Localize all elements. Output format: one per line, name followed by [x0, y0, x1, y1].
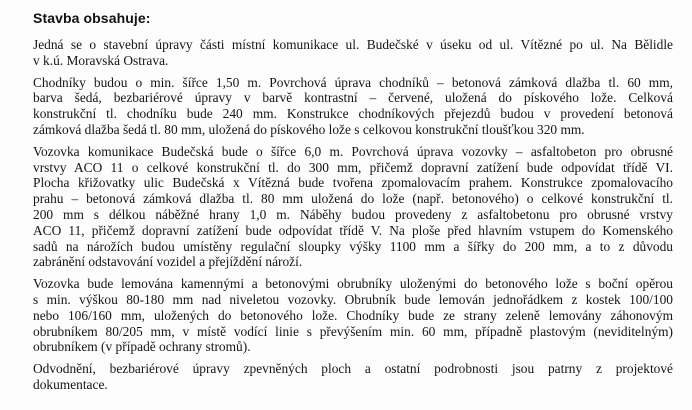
section-heading: Stavba obsahuje: — [33, 10, 151, 26]
text-line: vrstvy ACO 11 o celkové konstrukční tl. do 300 mm, přičemž dopravní zatížení bude odpovídat třídě VI. — [33, 159, 673, 175]
text-line: zámková dlažba šedá tl. 80 mm, uložená do pískového lože s celkovou konstrukční tloušťkou 320 mm. — [33, 121, 585, 137]
paragraph-drainage — [33, 361, 673, 393]
text-line: obrubníkem 80/205 mm, v místě vodící linie s převýšením min. 60 mm, případně plastovým (neviditelným) — [33, 323, 673, 339]
text-line: Jedná se o stavební úpravy části místní komunikace ul. Budečské v úseku od ul. Vítězné po ul. Na Bělidle — [33, 37, 673, 52]
text-line: obrubníkem (v případě ochrany stromů). — [33, 339, 251, 355]
text-line: 200 mm s délkou náběžné hrany 1,0 m. Náběhy budou provedeny z asfaltobetonu pro obrusné vrstvy — [33, 206, 673, 222]
document-body — [33, 37, 673, 399]
text-line: Chodníky budou o min. šířce 1,50 m. Povrchová úprava chodníků – betonová zámková dlažba tl. 60 mm, — [33, 74, 673, 90]
text-line: Vozovka bude lemována kamennými a betonovými obrubníky uloženými do betonového lože s boční opěrou — [33, 276, 673, 292]
text-line: barva šedá, bezbariérové úpravy v barvě kontrastní – červené, uložená do pískového lože. Celková — [33, 90, 673, 106]
text-line: konstrukční tl. chodníku bude 240 mm. Konstrukce chodníkových přejezdů budou v provedení betonová — [33, 106, 673, 122]
paragraph-roadway — [33, 144, 673, 270]
text-line: Plocha křižovatky ulic Budečská x Vítězná bude tvořena zpomalovacím prahem. Konstrukce zpomalovacího — [33, 175, 673, 191]
paragraph-sidewalks — [33, 75, 673, 138]
text-line: ACO 11, přičemž dopravní zatížení bude odpovídat třídě V. Na ploše před hlavním vstupem do Komenského — [33, 222, 673, 238]
text-line: Vozovka komunikace Budečská bude o šířce 6,0 m. Povrchová úprava vozovky – asfaltobeton pro obrusné — [33, 143, 673, 159]
text-line: v k.ú. Moravská Ostrava. — [33, 52, 169, 68]
text-line: zabránění odstavování vozidel a přejíždění nároží. — [33, 254, 303, 270]
text-line: prahu – betonová zámková dlažba tl. 80 mm uložená do lože (např. betonového) o celkové konstrukční tl. — [33, 191, 673, 207]
text-line: Odvodnění, bezbariérové úpravy zpevněných ploch a ostatní podrobnosti jsou patrny z projektové — [33, 361, 673, 377]
paragraph-curbs — [33, 276, 673, 355]
paragraph-intro — [33, 37, 673, 69]
text-line: s min. výškou 80-180 mm nad niveletou vozovky. Obrubník bude lemován jednořádkem z kostek 100/100 — [33, 291, 673, 307]
text-line: dokumentace. — [33, 376, 108, 392]
text-line: sadů na nárožích budou umístěny regulační sloupky výšky 1100 mm a šířky do 200 mm, a to z důvodu — [33, 238, 673, 254]
text-line: nebo 106/160 mm, uložených do betonového lože. Chodníky bude ze strany zeleně lemovány záhonovým — [33, 307, 673, 323]
